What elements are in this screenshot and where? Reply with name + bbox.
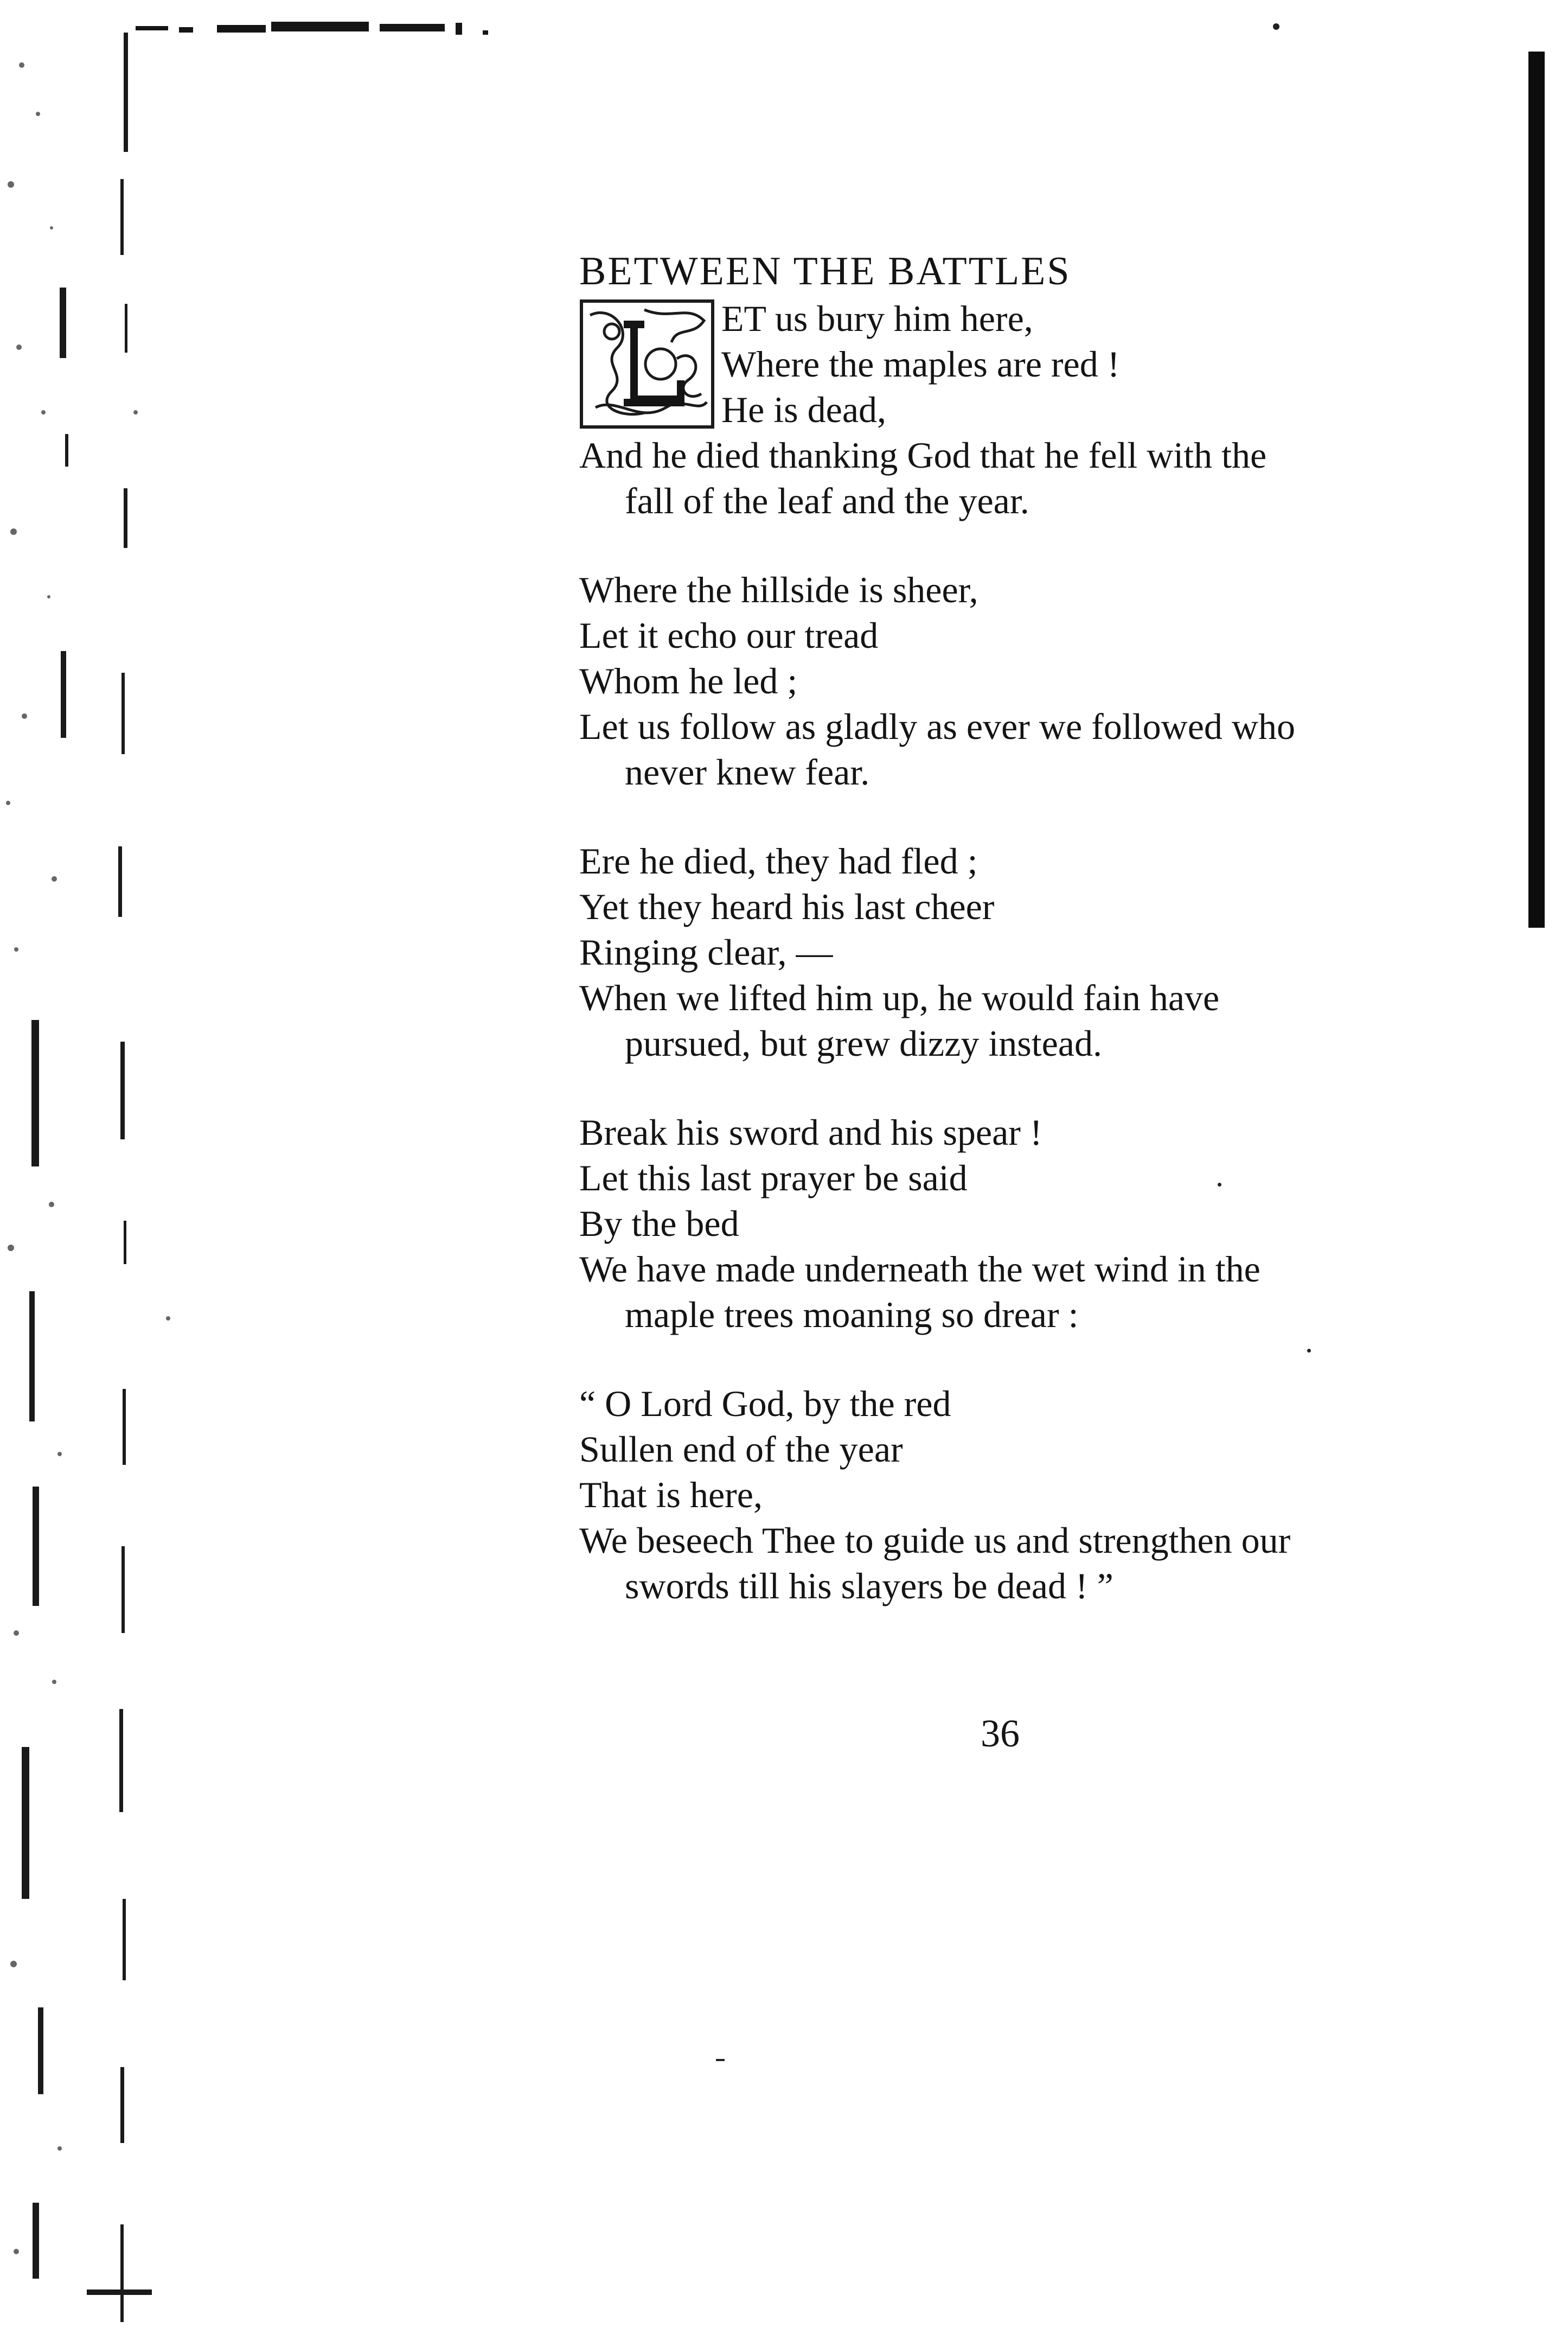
poem-line: By the bed [579, 1203, 739, 1244]
stanza-3 [579, 838, 1458, 1066]
poem-line-continuation: maple trees moaning so drear : [625, 1294, 1079, 1335]
stanza-4 [579, 1109, 1458, 1337]
poem-line-continuation: never knew fear. [625, 751, 870, 793]
stanza-5 [579, 1381, 1458, 1609]
poem-line: Sullen end of the year [579, 1429, 903, 1470]
poem-line: That is here, [579, 1474, 763, 1515]
poem-line: Break his sword and his spear ! [579, 1112, 1042, 1153]
poem-line: ET us bury him here, [721, 298, 1033, 339]
poem-line: Let it echo our tread [579, 615, 879, 656]
poem [579, 247, 1458, 1609]
poem-line: “ O Lord God, by the red [579, 1383, 951, 1424]
poem-line: He is dead, [721, 389, 887, 430]
poem-line: Let this last prayer be said [579, 1157, 968, 1198]
poem-line: We have made underneath the wet wind in the [579, 1248, 1260, 1290]
poem-line: Where the hillside is sheer, [579, 569, 978, 610]
poem-title: BETWEEN THE BATTLES [579, 249, 1071, 294]
scan-speck [1273, 23, 1279, 30]
poem-line: We beseech Thee to guide us and strengthen our [579, 1520, 1291, 1561]
stanza-1 [579, 296, 1458, 524]
poem-line-continuation: fall of the leaf and the year. [625, 480, 1029, 521]
decorated-drop-cap-l [579, 299, 715, 429]
poem-line: Where the maples are red ! [721, 343, 1120, 385]
poem-line-continuation: swords till his slayers be dead ! ” [625, 1565, 1113, 1606]
scan-gutter-artifact [0, 0, 179, 2334]
scan-right-edge-bar [1528, 52, 1545, 928]
stanza-2 [579, 567, 1458, 795]
poem-line: Ere he died, they had fled ; [579, 840, 978, 882]
poem-line: When we lifted him up, he would fain have [579, 977, 1220, 1018]
poem-line: Ringing clear, — [579, 932, 833, 973]
poem-line: Yet they heard his last cheer [579, 886, 995, 927]
poem-line: Whom he led ; [579, 660, 798, 702]
page-number: 36 [981, 1712, 1020, 1755]
poem-line: And he died thanking God that he fell with the [579, 435, 1267, 476]
poem-line: Let us follow as gladly as ever we followed who [579, 706, 1295, 747]
poem-line-continuation: pursued, but grew dizzy instead. [625, 1023, 1102, 1064]
scan-speck [716, 2059, 725, 2061]
scan-top-artifact [0, 0, 542, 49]
